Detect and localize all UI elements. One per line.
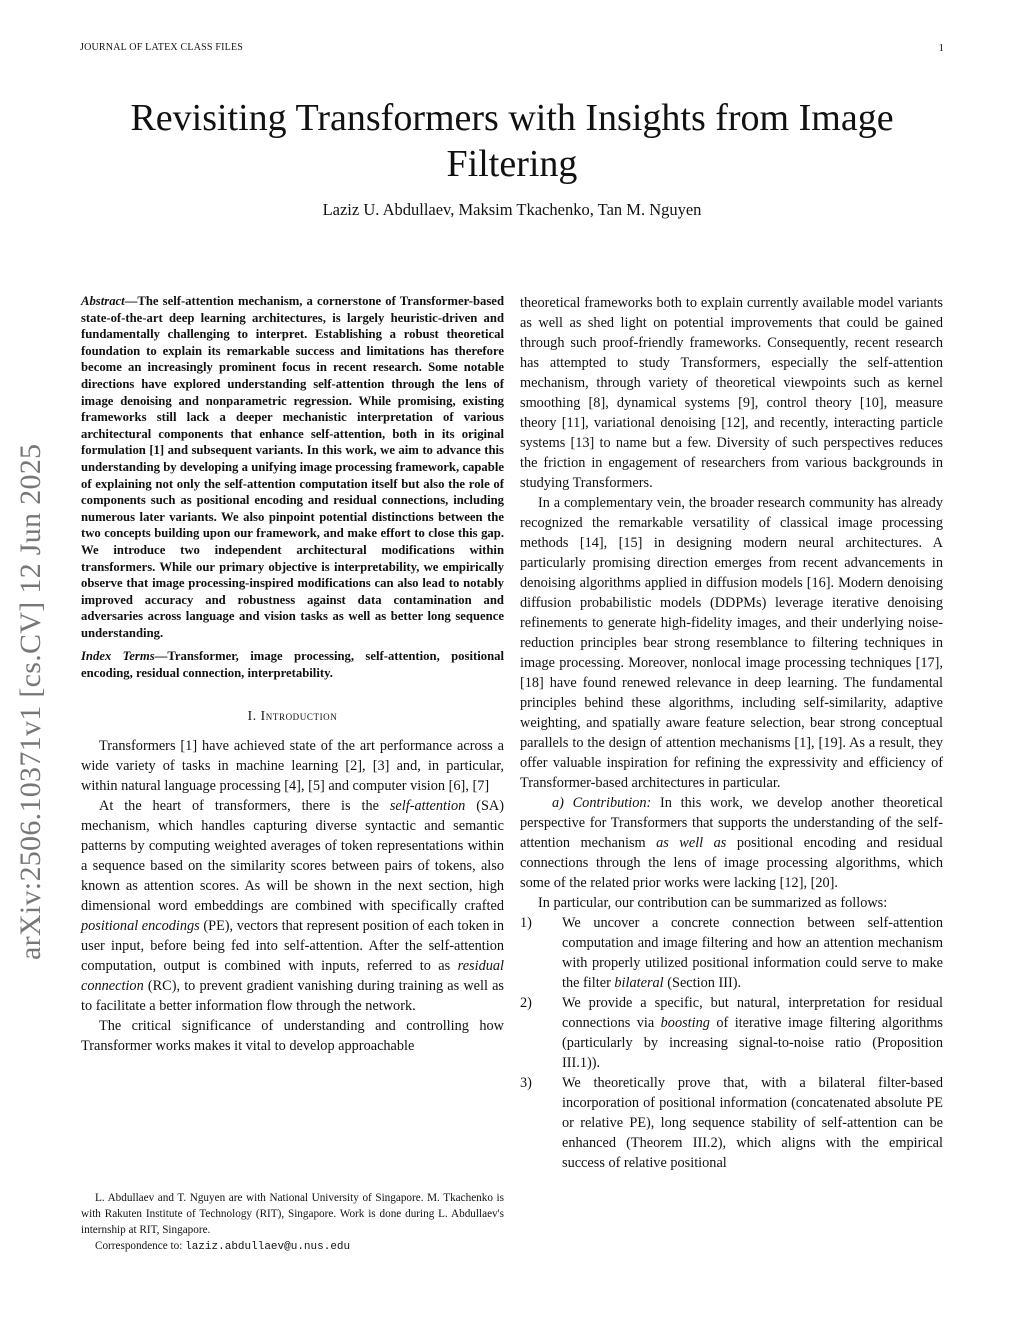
list-number: 1) <box>520 915 532 931</box>
list-number: 3) <box>520 1075 532 1091</box>
text-run: We provide a specific, but natural, interpretation for residual connections via <box>562 995 943 1031</box>
term-as-well-as: as well as <box>656 835 727 851</box>
email-link[interactable]: laziz.abdullaev@u.nus.edu <box>185 1241 351 1253</box>
intro-paragraph-5: In a complementary vein, the broader research community has already recognized the remarkable versatility of classical image processing methods [14], [15] in designing modern neural architectures. A particularly promising direction emerges from recent advancements in denoising algorithms applied in diffusion models [16]. Modern denoising diffusion probabilistic models (DDPMs) leverage iterative denoising refinements to generate high-fidelity images, and their underlying noise-reduction principles bear strong resemblance to filtering techniques in image processing. Moreover, nonlocal image processing techniques [17], [18] have found renewed relevance in deep learning. The fundamental principles behind these algorithms, including self-similarity, adaptive weighting, and spatially aware feature selection, bear strong conceptual parallels to the design of attention mechanisms [1], [19]. As a result, they offer valuable inspiration for refining the expressivity and efficiency of Transformer-based architectures in particular. <box>520 495 943 791</box>
section-title: Introduction <box>260 707 338 723</box>
contribution-list <box>520 913 943 1173</box>
text-run: We uncover a concrete connection between self-attention computation and image filtering and how an attention mechanism with properly utilized positional information could serve to make the filter <box>562 915 943 991</box>
term-positional-encodings: positional encodings <box>81 917 200 934</box>
arxiv-stamp: arXiv:2506.10371v1 [cs.CV] 12 Jun 2025 <box>14 443 47 960</box>
left-column <box>81 293 504 1056</box>
list-item <box>520 913 943 993</box>
text-run: We theoretically prove that, with a bilateral filter-based incorporation of positional information (concatenated absolute PE or relative PE), long sequence stability of self-attention can be enhanced (Theorem III.2), which aligns with the empirical success of relative positional <box>562 1075 943 1171</box>
term-self-attention: self-attention <box>389 797 466 814</box>
list-number: 2) <box>520 995 532 1011</box>
text-run: In this work, we develop another theoretical perspective for Transformers that supports the understanding of the self-attention mechanism <box>520 795 944 851</box>
abstract-text: —The self-attention mechanism, a cornerstone of Transformer-based state-of-the-art deep learning architectures, is largely heuristic-driven and fundamentally challenging to interpret. Establishing a robust theoretical foundation to explain its remarkable success and limitations has therefore become an increasingly prominent focus in recent research. Some notable directions have explored understanding self-attention through the lens of image denoising and nonparametric regression. While promising, existing frameworks still lack a deeper mechanistic interpretation of various architectural components that enhance self-attention, both in its original formulation [1] and subsequent variants. In this work, we aim to advance this understanding by developing a unifying image processing framework, capable of explaining not only the self-attention computation itself but also the role of components such as positional encoding and residual connections, including numerous later variants. We also pinpoint potential distinctions between the two concepts building upon our framework, and make effort to close this gap. We introduce two independent architectural modifications within transformers. While our primary objective is interpretability, we empirically observe that image processing-inspired modifications can also lead to notably improved accuracy and robustness against data contamination and adversaries across language and vision tasks as well as better long sequence understanding. <box>81 294 504 640</box>
index-terms-text: —Transformer, image processing, self-attention, positional encoding, residual connection, interpretability. <box>81 649 504 681</box>
section-number: I. <box>247 707 257 723</box>
intro-paragraph-1: Transformers [1] have achieved state of the art performance across a wide variety of tasks in machine learning [2], [3] and, in particular, within natural language processing [4], [5] and computer vision [6], [7] <box>81 737 504 794</box>
list-item <box>520 1073 943 1173</box>
intro-paragraph-2 <box>81 796 504 1016</box>
text-run: (RC), to prevent gradient vanishing during training as well as to facilitate a better information flow through the network. <box>81 977 504 1014</box>
abstract <box>81 293 504 641</box>
paper-title: Revisiting Transformers with Insights from Image Filtering <box>130 97 894 185</box>
intro-paragraph-4: theoretical frameworks both to explain currently available model variants as well as shed light on potential improvements that could be gained through such proof-friendly frameworks. Consequently, recent research has attempted to study Transformers, especially the self-attention mechanism, through variety of theoretical viewpoints such as kernel smoothing [8], dynamical systems [9], control theory [10], measure theory [11], variational denoising [12], and recently, interacting particle systems [13] to name but a few. Diversity of such perspectives reduces the friction in engagement of researchers from various backgrounds in studying Transformers. <box>520 295 943 491</box>
index-terms <box>81 648 504 681</box>
list-item <box>520 993 943 1073</box>
footnote-correspondence <box>81 1238 504 1255</box>
abstract-label: Abstract <box>81 294 125 308</box>
text-run: (PE), vectors that represent position of each token in user input, before being fed into self-attention. After the self-attention computation, output is combined with inputs, referred to as <box>81 917 504 974</box>
text-run: (SA) mechanism, which handles capturing diverse syntactic and semantic patterns by computing weighted averages of token representations within a sequence based on the similarity scores between pairs of tokens, also known as attention scores. As will be shown in the next section, high dimensional word embeddings are combined with specifically crafted <box>81 797 504 914</box>
text-run: (Section III). <box>663 975 742 991</box>
term-bilateral: bilateral <box>614 975 664 991</box>
index-terms-label: Index Terms <box>81 649 155 664</box>
contribution-label: a) Contribution: <box>552 795 652 811</box>
running-header: JOURNAL OF LATEX CLASS FILES <box>80 42 244 53</box>
text-run: positional encoding and residual connections through the lens of image processing algorithms, which some of the related prior works were lacking [12], [20]. <box>520 835 943 891</box>
contribution-summary: In particular, our contribution can be summarized as follows: <box>538 895 888 911</box>
footnote-affiliation: L. Abdullaev and T. Nguyen are with National University of Singapore. M. Tkachenko is with Rakuten Institute of Technology (RIT), Singapore. Work is done during L. Abdullaev's internship at RIT, Singapore. <box>81 1192 504 1236</box>
term-residual-connection: residual connection <box>81 957 504 994</box>
author-list: Laziz U. Abdullaev, Maksim Tkachenko, Tan M. Nguyen <box>322 200 702 219</box>
term-boosting: boosting <box>660 1015 710 1031</box>
page-number: 1 <box>938 42 944 54</box>
text-run: At the heart of transformers, there is the <box>99 797 390 814</box>
section-heading <box>81 706 504 726</box>
intro-paragraph-3: The critical significance of understanding and controlling how Transformer works makes it vital to develop approachable <box>81 1017 504 1054</box>
footnote <box>81 1190 504 1255</box>
contribution-paragraph <box>520 793 943 893</box>
correspondence-label: Correspondence to: <box>95 1240 186 1252</box>
text-run: of iterative image filtering algorithms (particularly by increasing signal-to-noise ratio (Proposition III.1)). <box>562 1015 943 1071</box>
right-column <box>520 293 943 1173</box>
